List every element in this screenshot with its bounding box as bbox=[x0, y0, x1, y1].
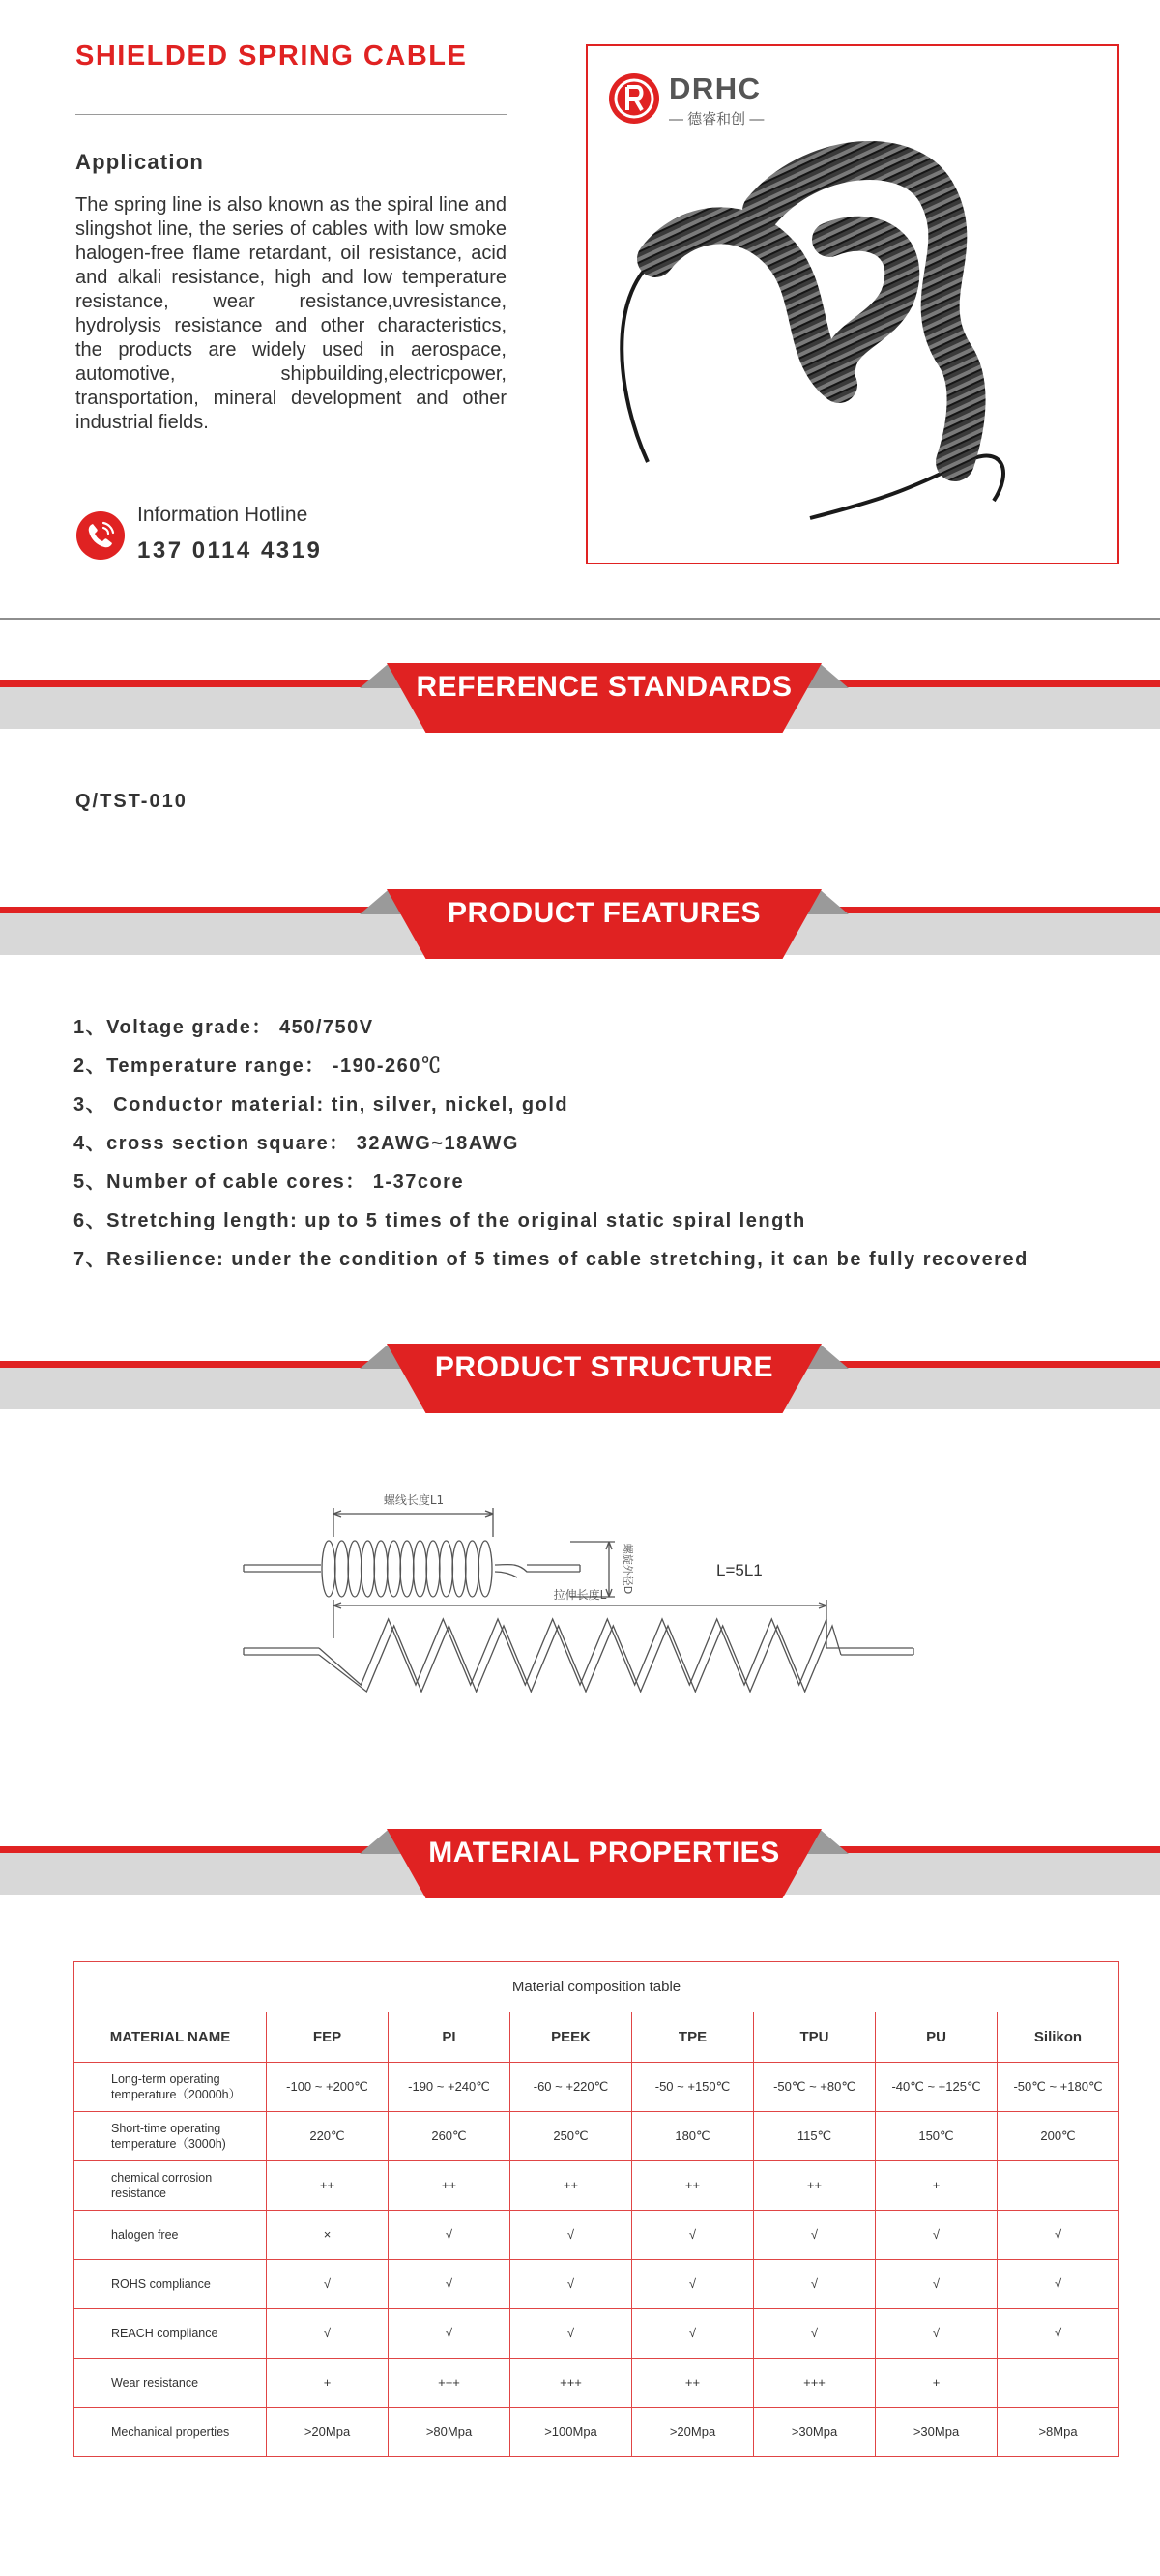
page-title: SHIELDED SPRING CABLE bbox=[75, 41, 468, 72]
phone-icon bbox=[76, 511, 125, 560]
hotline-label: Information Hotline bbox=[137, 504, 308, 526]
coil-turn bbox=[466, 1541, 479, 1597]
property-value-cell: -50℃ ~ +80℃ bbox=[754, 2063, 876, 2112]
coil-turn bbox=[348, 1541, 362, 1597]
coil-turn bbox=[374, 1541, 388, 1597]
stretched-coil bbox=[319, 1619, 841, 1692]
column-header: FEP bbox=[267, 2012, 389, 2063]
column-header: Silikon bbox=[998, 2012, 1119, 2063]
table-row bbox=[74, 2112, 1119, 2161]
property-name-cell: REACH compliance bbox=[74, 2309, 267, 2359]
property-value-cell: 115℃ bbox=[754, 2112, 876, 2161]
feature-list bbox=[73, 1011, 1029, 1282]
property-value-cell: ++ bbox=[754, 2161, 876, 2211]
formula-label: L=5L1 bbox=[716, 1561, 763, 1579]
application-heading: Application bbox=[75, 150, 204, 174]
section-title: MATERIAL PROPERTIES bbox=[428, 1837, 780, 1868]
material-composition-table bbox=[73, 1961, 1119, 2457]
column-header: PU bbox=[876, 2012, 998, 2063]
property-value-cell: 180℃ bbox=[632, 2112, 754, 2161]
spring-cable-photo bbox=[588, 46, 1119, 564]
property-value-cell: √ bbox=[876, 2260, 998, 2309]
property-name-cell: ROHS compliance bbox=[74, 2260, 267, 2309]
section-title: PRODUCT STRUCTURE bbox=[434, 1351, 774, 1383]
table-row bbox=[74, 2309, 1119, 2359]
feature-item: 4、cross section square： 32AWG~18AWG bbox=[73, 1133, 519, 1154]
property-value-cell: >30Mpa bbox=[876, 2408, 998, 2457]
feature-item: 7、Resilience: under the condition of 5 times of cable stretching, it can be fully recovered bbox=[73, 1249, 1029, 1270]
property-value-cell: +++ bbox=[510, 2359, 632, 2408]
property-value-cell: √ bbox=[510, 2309, 632, 2359]
feature-item: 2、Temperature range： -190-260℃ bbox=[73, 1056, 443, 1077]
coil-turn bbox=[335, 1541, 349, 1597]
table-row bbox=[74, 2359, 1119, 2408]
property-value-cell: √ bbox=[754, 2260, 876, 2309]
compressed-cable-left-lead bbox=[244, 1565, 321, 1572]
label-stretched-length: 拉伸长度L bbox=[553, 1588, 607, 1602]
property-value-cell: -190 ~ +240℃ bbox=[389, 2063, 510, 2112]
property-value-cell: >30Mpa bbox=[754, 2408, 876, 2457]
property-value-cell: >100Mpa bbox=[510, 2408, 632, 2457]
banner-material-properties bbox=[0, 1829, 1160, 1898]
product-image-frame bbox=[586, 44, 1119, 564]
property-value-cell: +++ bbox=[754, 2359, 876, 2408]
property-value-cell: × bbox=[267, 2211, 389, 2260]
property-value-cell: -40℃ ~ +125℃ bbox=[876, 2063, 998, 2112]
property-value-cell: 260℃ bbox=[389, 2112, 510, 2161]
feature-item: 6、Stretching length: up to 5 times of the original static spiral length bbox=[73, 1210, 806, 1231]
property-value-cell bbox=[998, 2161, 1119, 2211]
property-value-cell: √ bbox=[389, 2260, 510, 2309]
property-value-cell: >8Mpa bbox=[998, 2408, 1119, 2457]
section-title: REFERENCE STANDARDS bbox=[416, 671, 793, 703]
reference-standard-code: Q/TST-010 bbox=[75, 791, 188, 812]
property-value-cell bbox=[998, 2359, 1119, 2408]
property-value-cell: -100 ~ +200℃ bbox=[267, 2063, 389, 2112]
l1-dimension-line bbox=[334, 1508, 493, 1537]
section-title: PRODUCT FEATURES bbox=[447, 897, 762, 929]
property-value-cell: 250℃ bbox=[510, 2112, 632, 2161]
compressed-coil bbox=[322, 1541, 492, 1597]
logo-subtitle: — 德睿和创 — bbox=[669, 111, 765, 128]
property-value-cell: √ bbox=[998, 2211, 1119, 2260]
label-outer-diameter: 螺旋外径D bbox=[622, 1543, 634, 1595]
column-header: TPE bbox=[632, 2012, 754, 2063]
table-row bbox=[74, 2260, 1119, 2309]
column-header: PI bbox=[389, 2012, 510, 2063]
coil-turn bbox=[426, 1541, 440, 1597]
column-header: PEEK bbox=[510, 2012, 632, 2063]
label-spiral-length: 螺线长度L1 bbox=[383, 1493, 445, 1507]
property-value-cell: √ bbox=[267, 2309, 389, 2359]
feature-item: 3、 Conductor material: tin, silver, nickel, gold bbox=[73, 1094, 569, 1115]
table-row bbox=[74, 2408, 1119, 2457]
application-text: The spring line is also known as the spiral line and slingshot line, the series of cables with low smoke halogen-free flame retardant, oil resistance, acid and alkali resistance, high and low temperature resistance, wear resistance,uvresistance, hydrolysis resistance and other characteristics, the products are widely used in aerospace, automotive, shipbuilding,electricpower, transportation, mineral development and other industrial fields. bbox=[75, 194, 507, 433]
stretched-coil-edge bbox=[319, 1626, 841, 1692]
property-value-cell: √ bbox=[876, 2309, 998, 2359]
coil-turn bbox=[478, 1541, 492, 1597]
property-value-cell: >20Mpa bbox=[632, 2408, 754, 2457]
property-value-cell: >80Mpa bbox=[389, 2408, 510, 2457]
property-value-cell: √ bbox=[267, 2260, 389, 2309]
property-name-cell: Short-time operating temperature（3000h) bbox=[74, 2112, 267, 2161]
banner-reference-standards bbox=[0, 663, 1160, 733]
coil-turn bbox=[452, 1541, 466, 1597]
banner-product-features bbox=[0, 889, 1160, 959]
property-value-cell: 150℃ bbox=[876, 2112, 998, 2161]
compressed-cable-right-lead bbox=[495, 1565, 580, 1577]
property-value-cell: + bbox=[876, 2161, 998, 2211]
property-value-cell: -50 ~ +150℃ bbox=[632, 2063, 754, 2112]
property-value-cell: √ bbox=[389, 2309, 510, 2359]
property-value-cell: ++ bbox=[510, 2161, 632, 2211]
coil-turn bbox=[362, 1541, 375, 1597]
table-header-row bbox=[74, 2012, 1119, 2063]
feature-item: 5、Number of cable cores： 1-37core bbox=[73, 1172, 465, 1193]
property-value-cell: ++ bbox=[389, 2161, 510, 2211]
property-value-cell: >20Mpa bbox=[267, 2408, 389, 2457]
table-row bbox=[74, 2211, 1119, 2260]
section-divider bbox=[0, 618, 1160, 620]
hotline-number: 137 0114 4319 bbox=[137, 537, 323, 564]
property-value-cell: -60 ~ +220℃ bbox=[510, 2063, 632, 2112]
property-value-cell: + bbox=[267, 2359, 389, 2408]
property-value-cell: √ bbox=[998, 2309, 1119, 2359]
coil-turn bbox=[322, 1541, 335, 1597]
property-value-cell: -50℃ ~ +180℃ bbox=[998, 2063, 1119, 2112]
property-value-cell: + bbox=[876, 2359, 998, 2408]
property-value-cell: √ bbox=[754, 2211, 876, 2260]
l-dimension-line bbox=[334, 1600, 826, 1638]
property-value-cell: +++ bbox=[389, 2359, 510, 2408]
coil-turn bbox=[400, 1541, 414, 1597]
logo-brand-text: DRHC bbox=[669, 72, 762, 105]
property-value-cell: ++ bbox=[632, 2359, 754, 2408]
banner-product-structure bbox=[0, 1344, 1160, 1413]
property-value-cell: √ bbox=[632, 2260, 754, 2309]
property-value-cell: ++ bbox=[267, 2161, 389, 2211]
property-value-cell: √ bbox=[510, 2211, 632, 2260]
property-value-cell: √ bbox=[510, 2260, 632, 2309]
property-value-cell: 220℃ bbox=[267, 2112, 389, 2161]
table-caption: Material composition table bbox=[74, 1962, 1119, 2012]
property-value-cell: √ bbox=[632, 2211, 754, 2260]
property-value-cell: √ bbox=[998, 2260, 1119, 2309]
title-divider bbox=[75, 114, 507, 115]
property-value-cell: √ bbox=[754, 2309, 876, 2359]
coil-turn bbox=[440, 1541, 453, 1597]
property-name-cell: halogen free bbox=[74, 2211, 267, 2260]
column-header: MATERIAL NAME bbox=[74, 2012, 267, 2063]
property-value-cell: √ bbox=[632, 2309, 754, 2359]
drhc-logo-icon bbox=[607, 72, 661, 126]
coil-turn bbox=[388, 1541, 401, 1597]
structure-diagram bbox=[0, 1479, 1160, 1740]
property-value-cell: √ bbox=[876, 2211, 998, 2260]
table-row bbox=[74, 2063, 1119, 2112]
column-header: TPU bbox=[754, 2012, 876, 2063]
property-value-cell: 200℃ bbox=[998, 2112, 1119, 2161]
property-name-cell: Wear resistance bbox=[74, 2359, 267, 2408]
property-name-cell: Mechanical properties bbox=[74, 2408, 267, 2457]
feature-item: 1、Voltage grade： 450/750V bbox=[73, 1017, 374, 1038]
property-name-cell: chemical corrosion resistance bbox=[74, 2161, 267, 2211]
property-value-cell: √ bbox=[389, 2211, 510, 2260]
table-row bbox=[74, 2161, 1119, 2211]
property-value-cell: ++ bbox=[632, 2161, 754, 2211]
property-name-cell: Long-term operating temperature（20000h） bbox=[74, 2063, 267, 2112]
stretched-cable-left-lead bbox=[244, 1648, 319, 1655]
coil-turn bbox=[414, 1541, 427, 1597]
